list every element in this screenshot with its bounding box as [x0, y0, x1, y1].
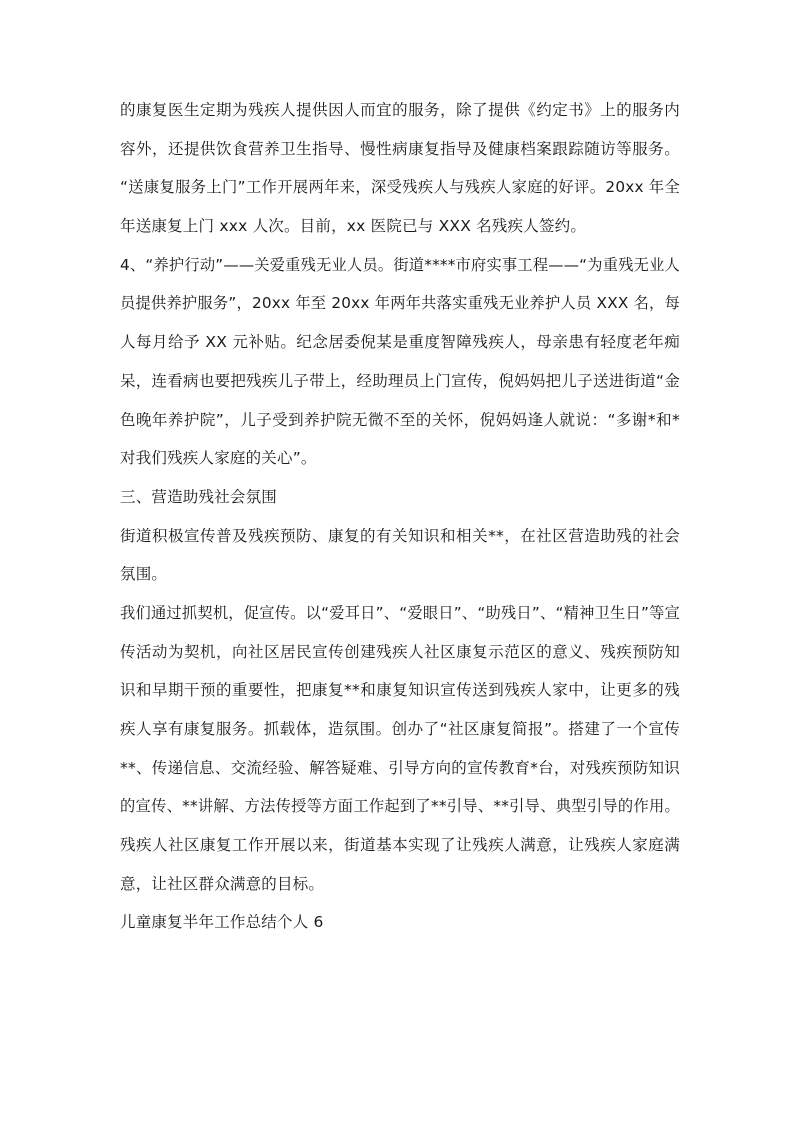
text-line: 员提供养护服务”，20xx 年至 20xx 年两年共落实重残无业养护人员 XXX 名，每 — [120, 294, 680, 313]
text-line: 年送康复上门 xxx 人次。目前，xx 医院已与 XXX 名残疾人签约。 — [120, 217, 587, 236]
text-line: 我们通过抓契机，促宣传。以“爱耳日”、“爱眼日”、“助残日”、“精神卫生日”等宣 — [120, 603, 681, 622]
text-line: 氛围。 — [120, 565, 168, 584]
text-line: **、传递信息、交流经验、解答疑难、引导方向的宣传教育*台，对残疾预防知识 — [120, 758, 680, 777]
text-line: 色晚年养护院”，儿子受到养护院无微不至的关怀，倪妈妈逢人就说：“多谢*和* — [120, 410, 680, 429]
text-line: 人每月给予 XX 元补贴。纪念居委倪某是重度智障残疾人，母亲患有轻度老年痴 — [120, 333, 680, 352]
text-line: 街道积极宣传普及残疾预防、康复的有关知识和相关**，在社区营造助残的社会 — [120, 526, 680, 545]
text-line: “送康复服务上门”工作开展两年来，深受残疾人与残疾人家庭的好评。20xx 年全 — [120, 178, 680, 197]
text-line: 意，让社区群众满意的目标。 — [120, 874, 325, 893]
document-title-line: 儿童康复半年工作总结个人 6 — [120, 913, 324, 932]
text-line: 呆，连看病也要把残疾儿子带上，经助理员上门宣传，倪妈妈把儿子送进街道“金 — [120, 371, 680, 390]
text-line: 传活动为契机，向社区居民宣传创建残疾人社区康复示范区的意义、残疾预防知 — [120, 642, 680, 661]
text-line: 残疾人社区康复工作开展以来，街道基本实现了让残疾人满意，让残疾人家庭满 — [120, 836, 680, 855]
text-line: 的宣传、**讲解、方法传授等方面工作起到了**引导、**引导、典型引导的作用。 — [120, 797, 680, 816]
text-line: 容外，还提供饮食营养卫生指导、慢性病康复指导及健康档案跟踪随访等服务。 — [120, 139, 680, 158]
text-line: 的康复医生定期为残疾人提供因人而宜的服务，除了提供《约定书》上的服务内 — [120, 101, 680, 119]
document-body — [120, 100, 680, 951]
text-line: 疾人享有康复服务。抓载体，造氛围。创办了“社区康复简报”。搭建了一个宣传 — [120, 720, 680, 738]
text-line: 对我们残疾人家庭的关心”。 — [120, 449, 317, 468]
text-line: 识和早期干预的重要性，把康复**和康复知识宣传送到残疾人家中，让更多的残 — [120, 681, 680, 700]
text-line: 4、“养护行动”——关爱重残无业人员。街道****市府实事工程——“为重残无业人 — [120, 255, 680, 274]
section-heading: 三、营造助残社会氛围 — [120, 487, 278, 506]
